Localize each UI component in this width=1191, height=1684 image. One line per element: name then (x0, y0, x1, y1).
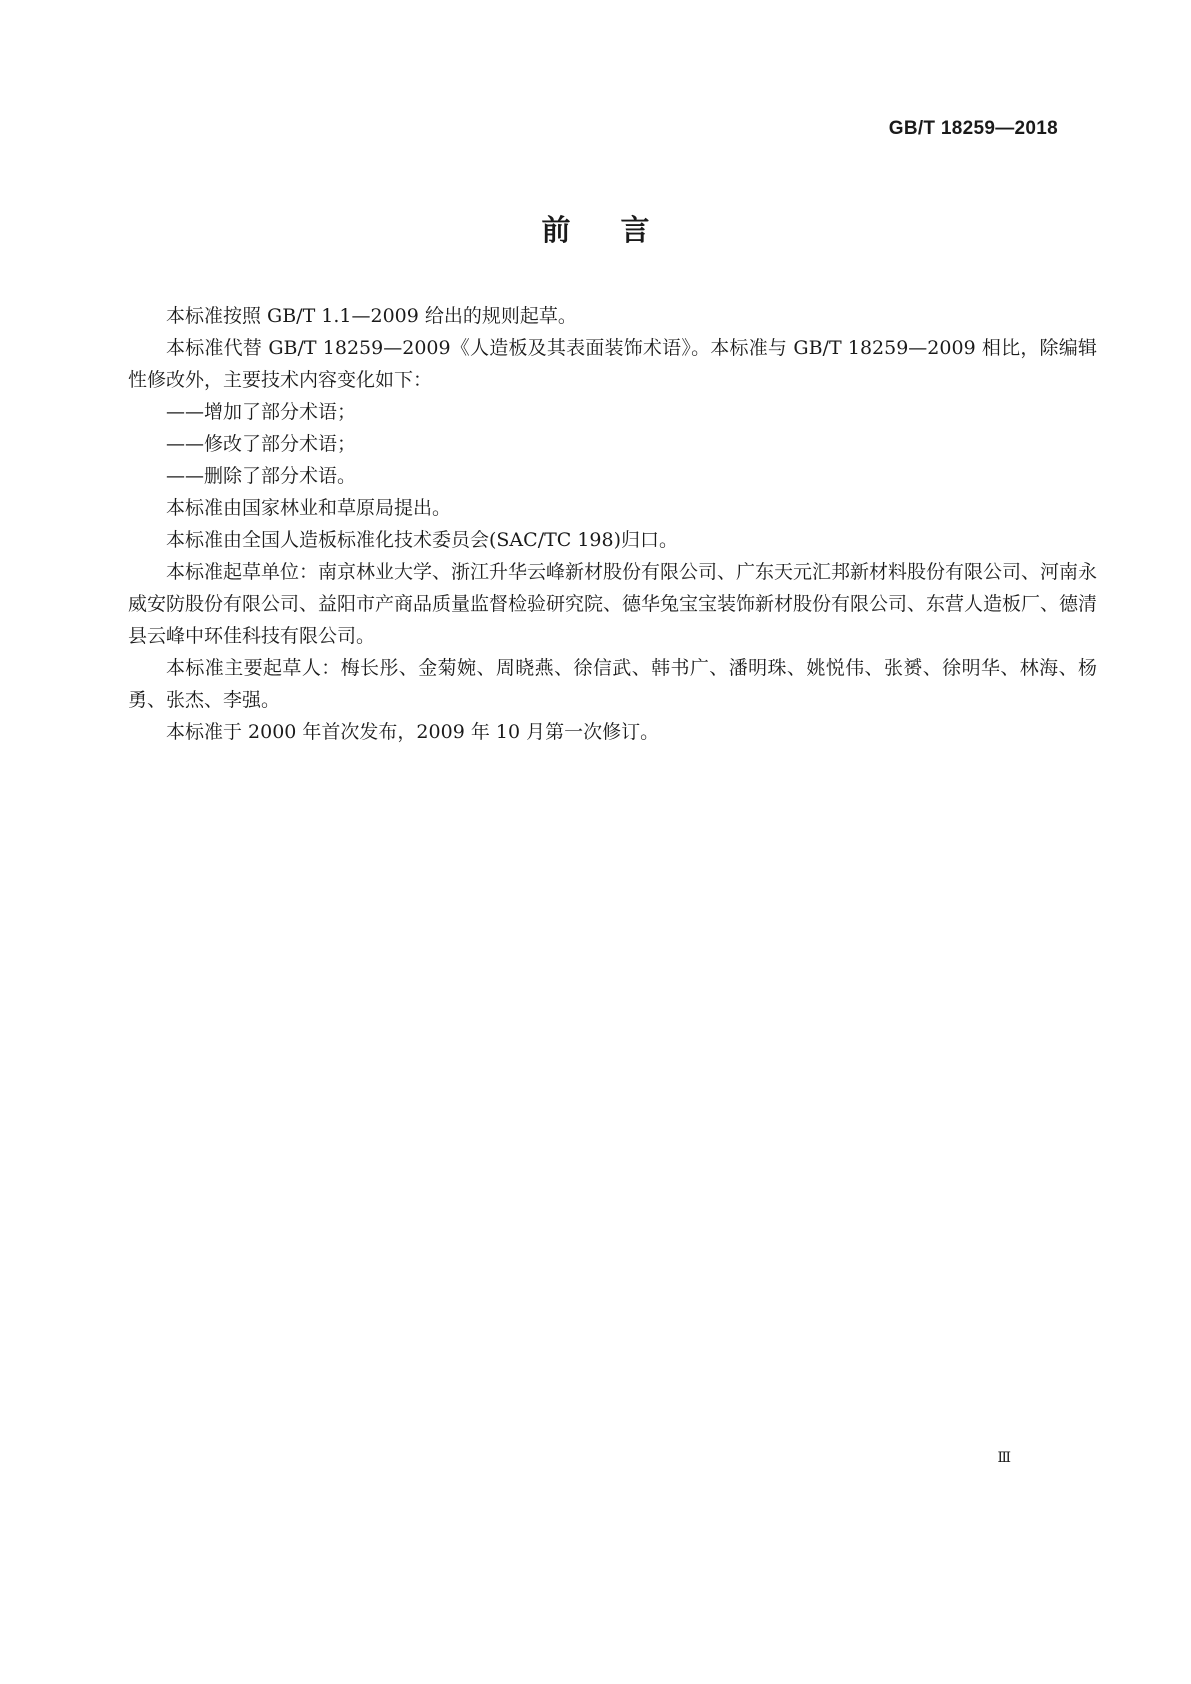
standard-code: GB/T 18259—2018 (888, 118, 1058, 139)
change-item-added: ——增加了部分术语； (166, 401, 357, 423)
paragraph-drafters: 本标准主要起草人：梅长彤、金菊婉、周晓燕、徐信武、韩书广、潘明珠、姚悦伟、张赟、徐明华、林海、杨勇、张杰、李强。 (128, 657, 1097, 711)
paragraph-replacement: 本标准代替 GB/T 18259—2009《人造板及其表面装饰术语》。本标准与 GB/T 18259—2009 相比，除编辑性修改外，主要技术内容变化如下： (128, 337, 1097, 391)
foreword-body (128, 300, 1097, 748)
paragraph-drafting-units: 本标准起草单位：南京林业大学、浙江升华云峰新材股份有限公司、广东天元汇邦新材料股份有限公司、河南永威安防股份有限公司、益阳市产商品质量监督检验研究院、德华兔宝宝装饰新材股份有限公司、东营人造板厂、德清县云峰中环佳科技有限公司。 (128, 561, 1098, 647)
page-number: Ⅲ (997, 1450, 1011, 1466)
page-title: 前言 (541, 213, 700, 247)
paragraph-proposed-by: 本标准由国家林业和草原局提出。 (166, 497, 452, 519)
paragraph-committee: 本标准由全国人造板标准化技术委员会(SAC/TC 198)归口。 (166, 529, 679, 551)
paragraph-history: 本标准于 2000 年首次发布，2009 年 10 月第一次修订。 (166, 721, 660, 743)
change-item-modified: ——修改了部分术语； (166, 433, 357, 455)
paragraph-drafting-rules: 本标准按照 GB/T 1.1—2009 给出的规则起草。 (166, 305, 577, 327)
change-item-deleted: ——删除了部分术语。 (166, 465, 357, 487)
